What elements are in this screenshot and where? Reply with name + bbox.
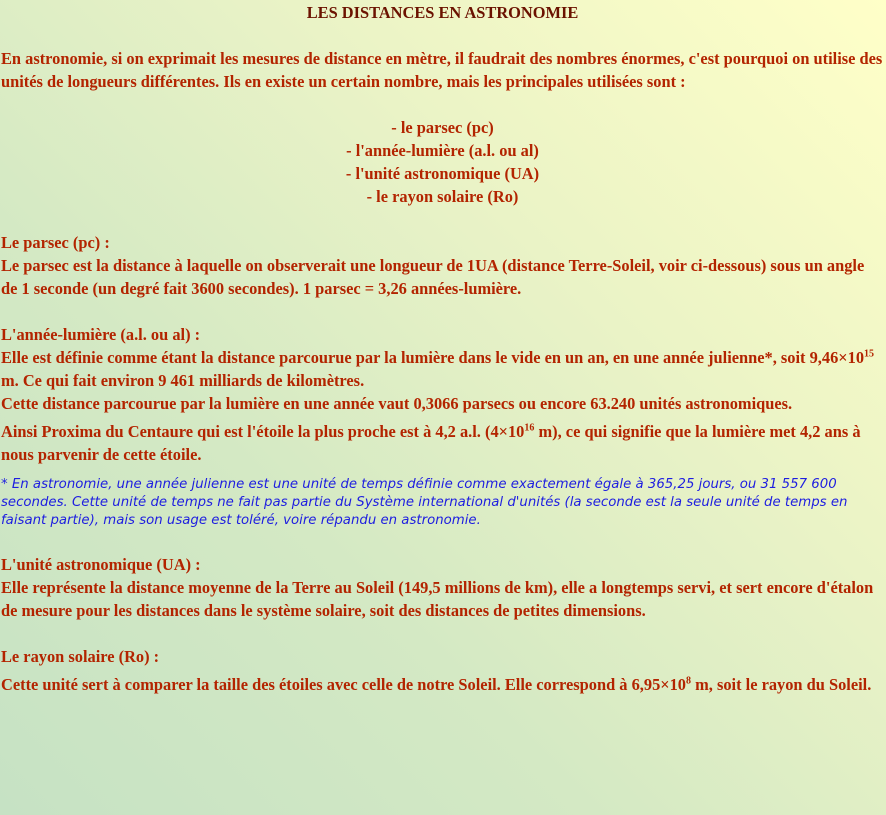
section-heading-rayon-solaire: Le rayon solaire (Ro) :: [1, 647, 160, 666]
section-heading-parsec: Le parsec (pc) :: [1, 233, 110, 252]
section-heading-annee-lumiere: L'année-lumière (a.l. ou al) :: [1, 325, 201, 344]
section-unite-astronomique: [1, 553, 884, 622]
section-text-annee-lumiere-parsecs: Cette distance parcourue par la lumière en une année vaut 0,3066 parsecs ou encore 63.240 unités astronomiques.: [1, 394, 793, 413]
units-list-item-annee-lumiere: - l'année-lumière (a.l. ou al): [346, 141, 539, 160]
footnote-annee-julienne: * En astronomie, une année julienne est une unité de temps définie comme exactement égale à 365,25 jours, ou 31 557 600 secondes. Cette unité de temps ne fait pas partie du Système international d'unités (la seconde est la seule unité de temps en faisant partie), mais son usage est toléré, voire répandu en astronomie.: [1, 477, 848, 528]
units-list-item-parsec: - le parsec (pc): [391, 118, 494, 137]
definition-exponent: 15: [864, 348, 875, 360]
units-list-item-rayon-solaire: - le rayon solaire (Ro): [366, 187, 519, 206]
section-text-parsec: Le parsec est la distance à laquelle on observerait une longueur de 1UA (distance Terre-Soleil, voir ci-dessous) sous un angle de 1 seconde (un degré fait 3600 secondes). 1 parsec = 3,26 années-lumière.: [1, 256, 865, 298]
section-text-annee-lumiere-definition: [1, 346, 884, 392]
units-list: [1, 116, 884, 208]
rayon-text-end: m, soit le rayon du Soleil.: [691, 675, 872, 694]
section-heading-unite-astronomique: L'unité astronomique (UA) :: [1, 555, 201, 574]
definition-text-start: Elle est définie comme étant la distance parcourue par la lumière dans le vide en un an, en une année julienne*, soit 9,46×10: [1, 348, 865, 367]
section-parsec: [1, 231, 884, 300]
rayon-exponent: 8: [686, 675, 692, 687]
rayon-text-start: Cette unité sert à comparer la taille des étoiles avec celle de notre Soleil. Elle correspond à 6,95×10: [1, 675, 687, 694]
section-rayon-solaire: [1, 645, 884, 696]
proxima-text-end: m), ce qui signifie que la lumière met 4,2 ans à nous parvenir de cette étoile.: [1, 422, 861, 464]
intro-paragraph: En astronomie, si on exprimait les mesures de distance en mètre, il faudrait des nombres énormes, c'est pourquoi on utilise des unités de longueurs différentes. Ils en existe un certain nombre, mais les principales utilisées sont :: [1, 49, 883, 91]
section-text-annee-lumiere-proxima: [1, 420, 884, 466]
page-title: LES DISTANCES EN ASTRONOMIE: [306, 3, 579, 22]
proxima-exponent: 16: [524, 422, 535, 434]
proxima-text-start: Ainsi Proxima du Centaure qui est l'étoile la plus proche est à 4,2 a.l. (4×10: [1, 422, 525, 441]
section-text-unite-astronomique: Elle représente la distance moyenne de la Terre au Soleil (149,5 millions de km), elle a longtemps servi, et sert encore d'étalon de mesure pour les distances dans le système solaire, soit des distances de petites dimensions.: [1, 578, 874, 620]
definition-text-end: m. Ce qui fait environ 9 461 milliards de kilomètres.: [1, 371, 365, 390]
section-text-rayon-solaire: [1, 673, 884, 696]
section-annee-lumiere: [1, 323, 884, 530]
units-list-item-unite-astronomique: - l'unité astronomique (UA): [345, 164, 540, 183]
